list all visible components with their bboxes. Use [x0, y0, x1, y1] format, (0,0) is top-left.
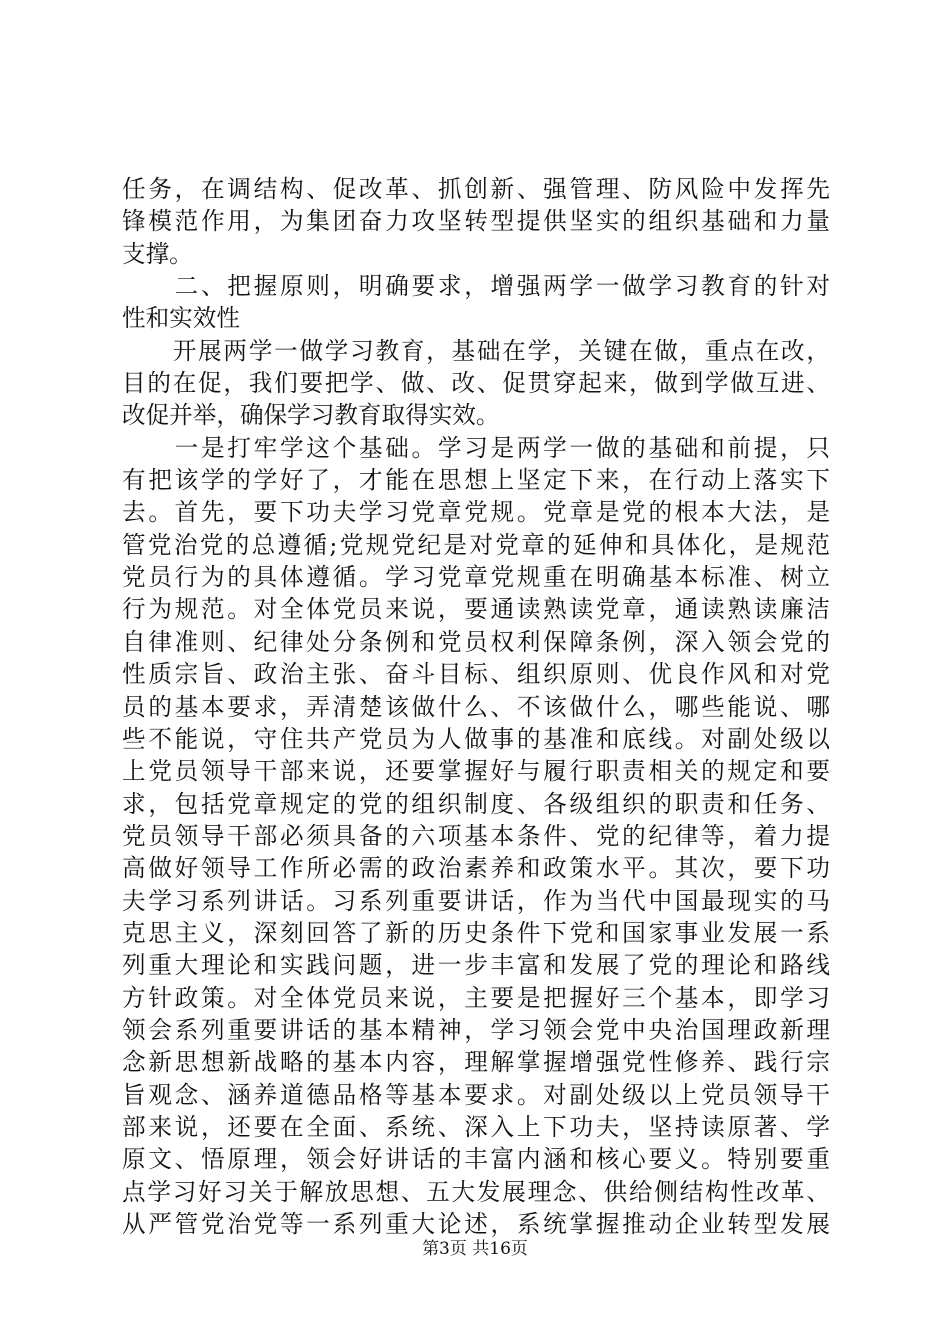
text-line: 目的在促，我们要把学、做、改、促贯穿起来，做到学做互进、 [122, 369, 830, 398]
text-line: 员的基本要求，弄清楚该做什么、不该做什么，哪些能说、哪 [122, 692, 830, 721]
text-line: 性质宗旨、政治主张、奋斗目标、组织原则、优良作风和对党 [122, 660, 830, 689]
text-line: 党员领导干部必须具备的六项基本条件、党的纪律等，着力提 [122, 821, 830, 850]
text-line: 有把该学的学好了，才能在思想上坚定下来，在行动上落实下 [122, 466, 830, 495]
text-line: 支撑。 [122, 239, 193, 268]
text-line: 求，包括党章规定的党的组织制度、各级组织的职责和任务、 [122, 789, 830, 818]
body-text [122, 173, 830, 1240]
text-line: 部来说，还要在全面、系统、深入上下功夫，坚持读原著、学 [122, 1112, 830, 1141]
text-line: 上党员领导干部来说，还要掌握好与履行职责相关的规定和要 [122, 757, 830, 786]
text-line: 些不能说，守住共产党员为人做事的基准和底线。对副处级以 [122, 724, 830, 753]
text-line: 锋模范作用，为集团奋力攻坚转型提供坚实的组织基础和力量 [122, 207, 830, 236]
text-line: 任务，在调结构、促改革、抓创新、强管理、防风险中发挥先 [122, 175, 830, 203]
text-line: 高做好领导工作所必需的政治素养和政策水平。其次，要下功 [122, 854, 830, 883]
text-line: 自律准则、纪律处分条例和党员权利保障条例，深入领会党的 [122, 627, 830, 656]
text-line: 领会系列重要讲话的基本精神，学习领会党中央治国理政新理 [122, 1015, 830, 1044]
text-line: 党员行为的具体遵循。学习党章党规重在明确基本标准、树立 [122, 563, 830, 592]
text-line: 去。首先，要下功夫学习党章党规。党章是党的根本大法，是 [122, 498, 830, 527]
text-line: 行为规范。对全体党员来说，要通读熟读党章，通读熟读廉洁 [122, 595, 830, 624]
text-line: 一是打牢学这个基础。学习是两学一做的基础和前提，只 [122, 433, 830, 462]
text-line: 开展两学一做学习教育，基础在学，关键在做，重点在改， [122, 336, 830, 365]
text-line: 从严管党治党等一系列重大论述，系统掌握推动企业转型发展 [122, 1210, 830, 1238]
text-line: 方针政策。对全体党员来说，主要是把握好三个基本，即学习 [122, 983, 830, 1012]
text-line: 旨观念、涵养道德品格等基本要求。对副处级以上党员领导干 [122, 1080, 830, 1109]
text-line: 克思主义，深刻回答了新的历史条件下党和国家事业发展一系 [122, 918, 830, 947]
text-line: 点学习好习关于解放思想、五大发展理念、供给侧结构性改革、 [122, 1177, 830, 1206]
text-line: 二、把握原则，明确要求，增强两学一做学习教育的针对 [122, 272, 830, 301]
text-line: 夫学习系列讲话。习系列重要讲话，作为当代中国最现实的马 [122, 886, 830, 915]
text-line: 念新思想新战略的基本内容，理解掌握增强党性修养、践行宗 [122, 1048, 830, 1077]
text-line: 改促并举，确保学习教育取得实效。 [122, 401, 500, 430]
text-line: 原文、悟原理，领会好讲话的丰富内涵和核心要义。特别要重 [122, 1145, 830, 1174]
text-line: 列重大理论和实践问题，进一步丰富和发展了党的理论和路线 [122, 951, 830, 980]
text-line: 管党治党的总遵循;党规党纪是对党章的延伸和具体化，是规范 [122, 530, 830, 559]
text-line: 性和实效性 [122, 304, 240, 333]
page-footer: 第3页 共16页 [422, 1239, 528, 1259]
